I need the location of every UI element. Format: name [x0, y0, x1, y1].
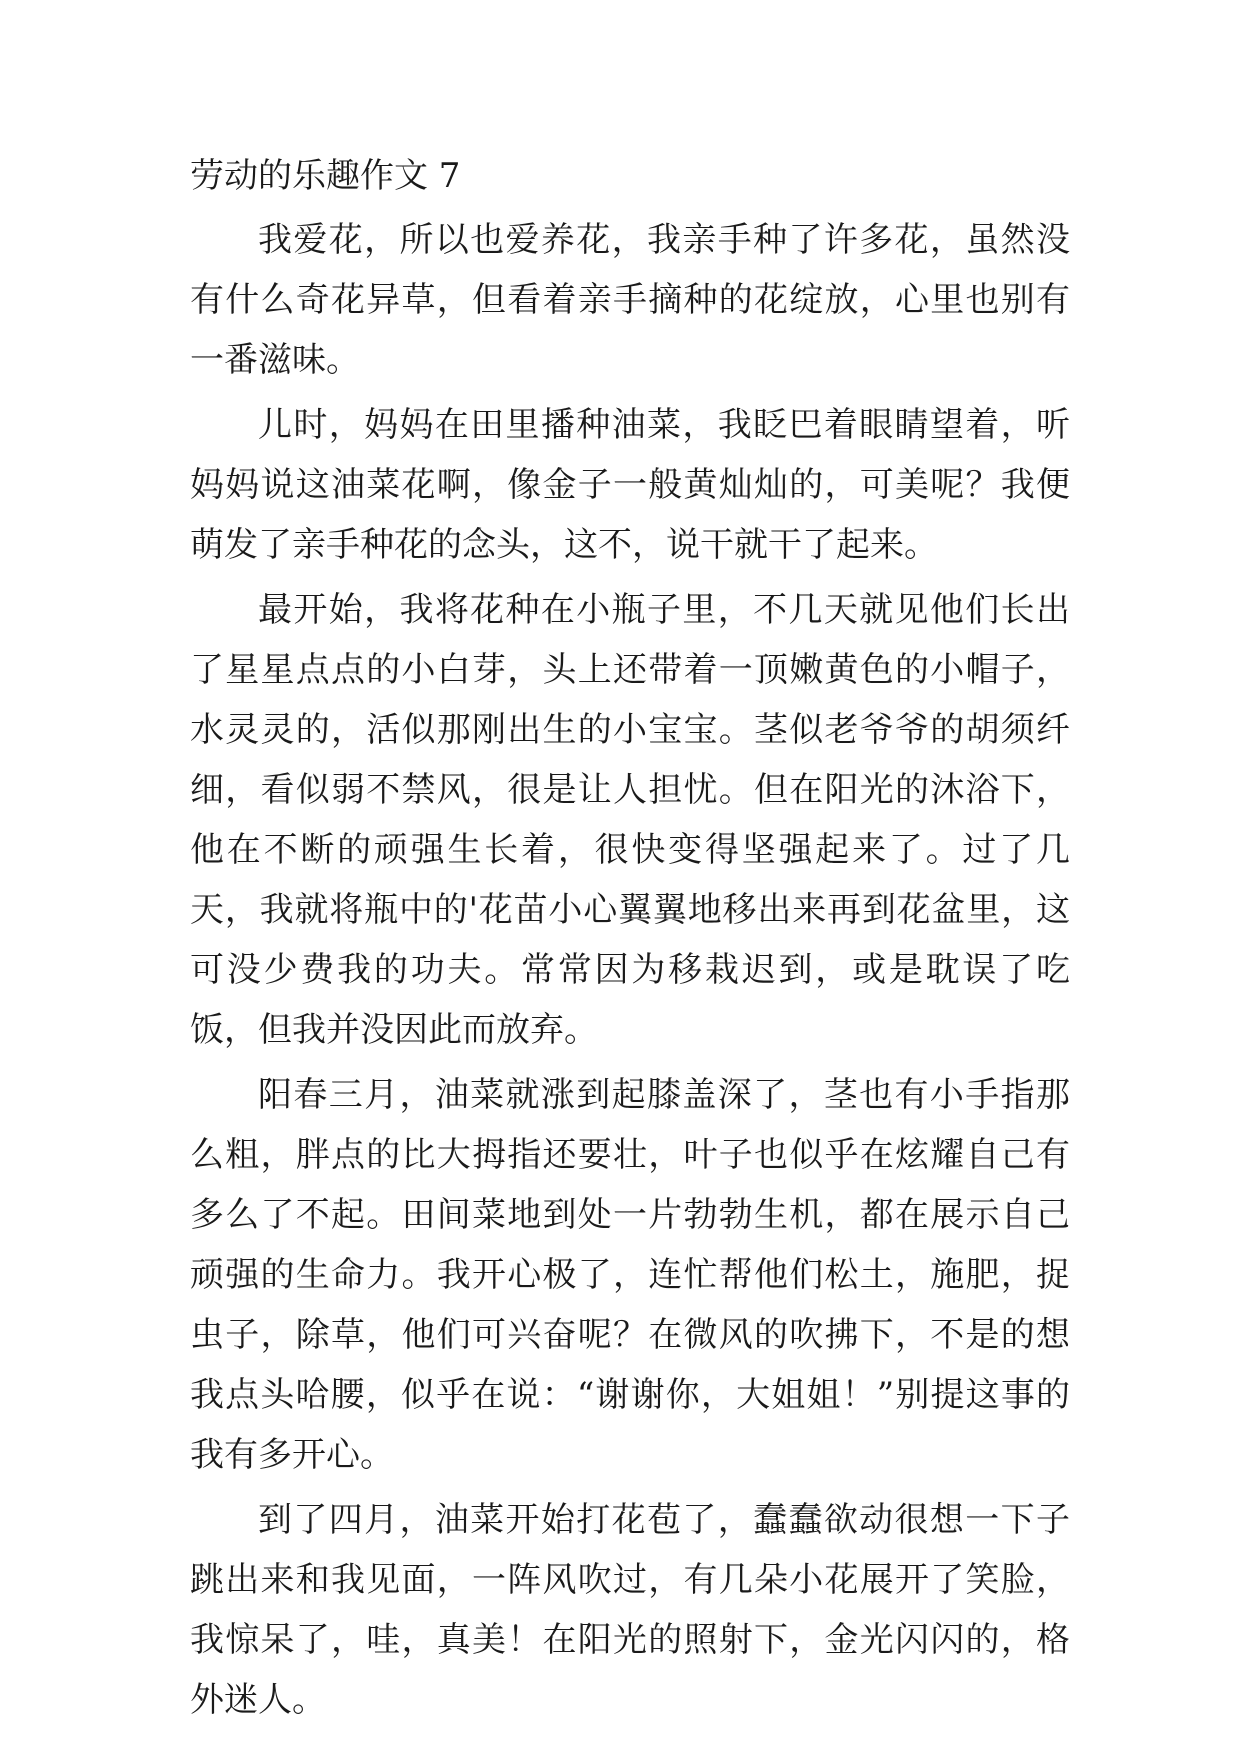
document-body [190, 146, 1070, 1730]
paragraph-1: 我爱花，所以也爱养花，我亲手种了许多花，虽然没有什么奇花异草，但看着亲手摘种的花绽放，心里也别有一番滋味。 [190, 220, 1070, 380]
paragraph-3: 最开始，我将花种在小瓶子里，不几天就见他们长出了星星点点的小白芽，头上还带着一顶嫩黄色的小帽子，水灵灵的，活似那刚出生的小宝宝。茎似老爷爷的胡须纤细，看似弱不禁风，很是让人担忧。但在阳光的沐浴下，他在不断的顽强生长着，很快变得坚强起来了。过了几天，我就将瓶中的'花苗小心翼翼地移出来再到花盆里，这可没少费我的功夫。常常因为移栽迟到，或是耽误了吃饭，但我并没因此而放弃。 [190, 590, 1070, 1050]
paragraph-5: 到了四月，油菜开始打花苞了，蠢蠢欲动很想一下子跳出来和我见面，一阵风吹过，有几朵小花展开了笑脸，我惊呆了，哇，真美！在阳光的照射下，金光闪闪的，格外迷人。 [190, 1500, 1070, 1720]
document-title: 劳动的乐趣作文 7 [190, 156, 461, 196]
paragraph-2: 儿时，妈妈在田里播种油菜，我眨巴着眼睛望着，听妈妈说这油菜花啊，像金子一般黄灿灿的，可美呢？我便萌发了亲手种花的念头，这不，说干就干了起来。 [190, 405, 1070, 565]
paragraph-4: 阳春三月，油菜就涨到起膝盖深了，茎也有小手指那么粗，胖点的比大拇指还要壮，叶子也似乎在炫耀自己有多么了不起。田间菜地到处一片勃勃生机，都在展示自己顽强的生命力。我开心极了，连忙帮他们松土，施肥，捉虫子，除草，他们可兴奋呢？在微风的吹拂下，不是的想我点头哈腰，似乎在说：“谢谢你，大姐姐！”别提这事的我有多开心。 [190, 1075, 1070, 1475]
